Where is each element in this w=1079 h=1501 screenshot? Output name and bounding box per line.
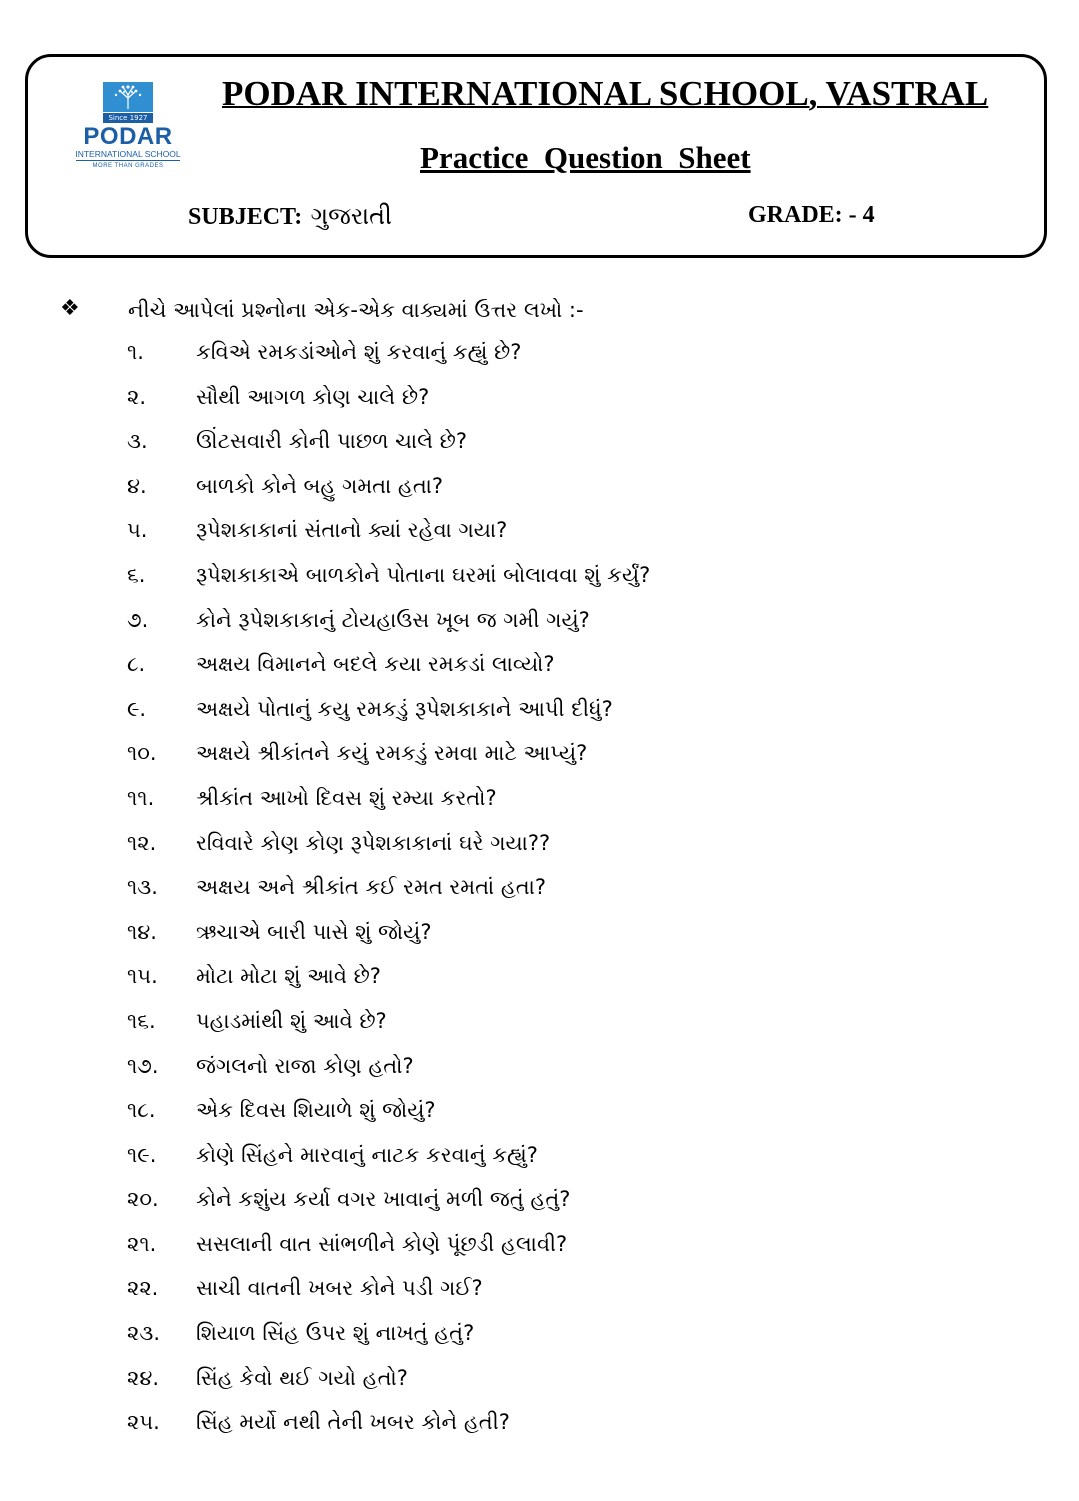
question-number: ૧૫. xyxy=(127,964,158,989)
question-number: ૧. xyxy=(127,340,144,364)
question-number: ૨૧. xyxy=(127,1231,157,1256)
question-text: રૂપેશકાકાનાં સંતાનો ક્યાં રહેવા ગયા? xyxy=(196,518,508,543)
question-text: કોણે સિંહને મારવાનું નાટક કરવાનું કહ્યું? xyxy=(196,1142,538,1167)
question-number: ૭. xyxy=(127,607,149,632)
question-text: શ્રીકાંત આખો દિવસ શું રમ્યા કરતો? xyxy=(196,785,497,810)
question-text: સિંહ મર્યો નથી તેની ખબર કોને હતી? xyxy=(196,1410,510,1435)
question-number: ૬. xyxy=(127,562,146,587)
question-item xyxy=(0,962,1079,1007)
question-list xyxy=(0,338,1079,1453)
question-item xyxy=(0,1096,1079,1141)
question-text: પહાડમાંથી શું આવે છે? xyxy=(196,1008,387,1033)
question-text: જંગલનો રાજા કોણ હતો? xyxy=(196,1053,414,1078)
question-text: બાળકો કોને બહુ ગમતા હતા? xyxy=(196,473,444,498)
question-item xyxy=(0,739,1079,784)
question-number: ૧૪. xyxy=(127,919,157,944)
subject-label: SUBJECT: xyxy=(188,204,303,230)
question-text: કવિએ રમકડાંઓને શું કરવાનું કહ્યું છે? xyxy=(196,340,522,364)
question-number: ૧૩. xyxy=(127,875,158,900)
question-number: ૧૭. xyxy=(127,1053,159,1078)
question-text: સાચી વાતની ખબર કોને પડી ગઈ? xyxy=(196,1276,483,1301)
question-text: સિંહ કેવો થઈ ગયો હતો? xyxy=(196,1365,408,1390)
question-item xyxy=(0,650,1079,695)
question-item xyxy=(0,516,1079,561)
question-item xyxy=(0,1364,1079,1409)
logo-name: PODAR xyxy=(83,123,173,150)
logo-divider xyxy=(76,160,180,161)
question-number: ૪. xyxy=(127,473,147,498)
question-item xyxy=(0,829,1079,874)
question-item xyxy=(0,784,1079,829)
question-item xyxy=(0,561,1079,606)
question-item xyxy=(0,1141,1079,1186)
school-name: PODAR INTERNATIONAL SCHOOL, VASTRAL xyxy=(222,74,989,113)
logo-since: Since 1927 xyxy=(103,113,153,123)
question-text: ઊંટસવારી કોની પાછળ ચાલે છે? xyxy=(196,429,468,454)
question-item xyxy=(0,695,1079,740)
question-text: એક દિવસ શિયાળે શું જોયું? xyxy=(196,1098,436,1123)
question-item xyxy=(0,1185,1079,1230)
question-number: ૧૯. xyxy=(127,1142,157,1167)
question-text: સૌથી આગળ કોણ ચાલે છે? xyxy=(196,384,430,409)
question-text: રવિવારે કોણ કોણ રૂપેશકાકાનાં ઘરે ગયા?? xyxy=(196,830,551,855)
question-number: ૨૩. xyxy=(127,1321,160,1346)
question-text: રૂપેશકાકાએ બાળકોને પોતાના ઘરમાં બોલાવવા શું કર્યું? xyxy=(196,562,651,587)
question-text: સસલાની વાત સાંભળીને કોણે પૂંછડી હલાવી? xyxy=(196,1231,568,1256)
question-item xyxy=(0,918,1079,963)
question-item xyxy=(0,383,1079,428)
question-text: શિયાળ સિંહ ઉપર શું નાખતું હતું? xyxy=(196,1321,475,1346)
question-number: ૧૮. xyxy=(127,1098,156,1123)
subject-line xyxy=(188,202,392,231)
question-text: કોને રૂપેશકાકાનું ટોયહાઉસ ખૂબ જ ગમી ગયું? xyxy=(196,607,590,632)
question-number: ૨૦. xyxy=(127,1187,159,1212)
question-number: ૮. xyxy=(127,652,146,677)
podar-logo xyxy=(70,82,186,172)
question-item xyxy=(0,1408,1079,1453)
question-text: ઋચાએ બારી પાસે શું જોયું? xyxy=(196,919,432,944)
question-item xyxy=(0,1230,1079,1275)
question-number: ૨૨. xyxy=(127,1276,159,1301)
question-item xyxy=(0,338,1079,383)
question-item xyxy=(0,1274,1079,1319)
question-number: ૫. xyxy=(127,518,148,543)
subject-value: ગુજરાતી xyxy=(310,202,392,230)
question-number: ૧૨. xyxy=(127,830,157,855)
question-item xyxy=(0,873,1079,918)
question-item xyxy=(0,427,1079,472)
logo-subtitle: INTERNATIONAL SCHOOL xyxy=(75,149,181,159)
question-text: અક્ષય વિમાનને બદલે કયા રમકડાં લાવ્યો? xyxy=(196,652,555,677)
question-number: ૨૫. xyxy=(127,1410,160,1435)
question-item xyxy=(0,606,1079,651)
question-number: ૧૦. xyxy=(127,741,157,766)
question-item xyxy=(0,472,1079,517)
tree-emblem-icon xyxy=(103,82,153,112)
question-number: ૨. xyxy=(127,384,147,409)
question-item xyxy=(0,1007,1079,1052)
question-number: ૧૧. xyxy=(127,785,155,810)
logo-tagline: MORE THAN GRADES xyxy=(92,163,164,169)
diamond-bullet-icon: ❖ xyxy=(60,296,80,321)
grade-label: GRADE: - 4 xyxy=(748,202,875,228)
question-number: ૧૬. xyxy=(127,1008,156,1033)
instruction-text: નીચે આપેલાં પ્રશ્નોના એક-એક વાક્યમાં ઉત્તર લખો :- xyxy=(128,298,584,322)
question-item xyxy=(0,1052,1079,1097)
question-text: અક્ષયે પોતાનું કયુ રમકડું રૂપેશકાકાને આપી દીધું? xyxy=(196,696,613,721)
question-item xyxy=(0,1319,1079,1364)
question-number: ૨૪. xyxy=(127,1365,160,1390)
question-text: કોને કશુંય કર્યા વગર ખાવાનું મળી જતું હતું? xyxy=(196,1187,571,1212)
question-text: અક્ષયે શ્રીકાંતને કયું રમકડું રમવા માટે આપ્યું? xyxy=(196,741,588,766)
sheet-title: Practice Question Sheet xyxy=(420,140,751,175)
question-text: અક્ષય અને શ્રીકાંત કઈ રમત રમતાં હતા? xyxy=(196,875,547,900)
question-number: ૩. xyxy=(127,429,148,454)
question-number: ૯. xyxy=(127,696,147,721)
question-text: મોટા મોટા શું આવે છે? xyxy=(196,964,381,989)
